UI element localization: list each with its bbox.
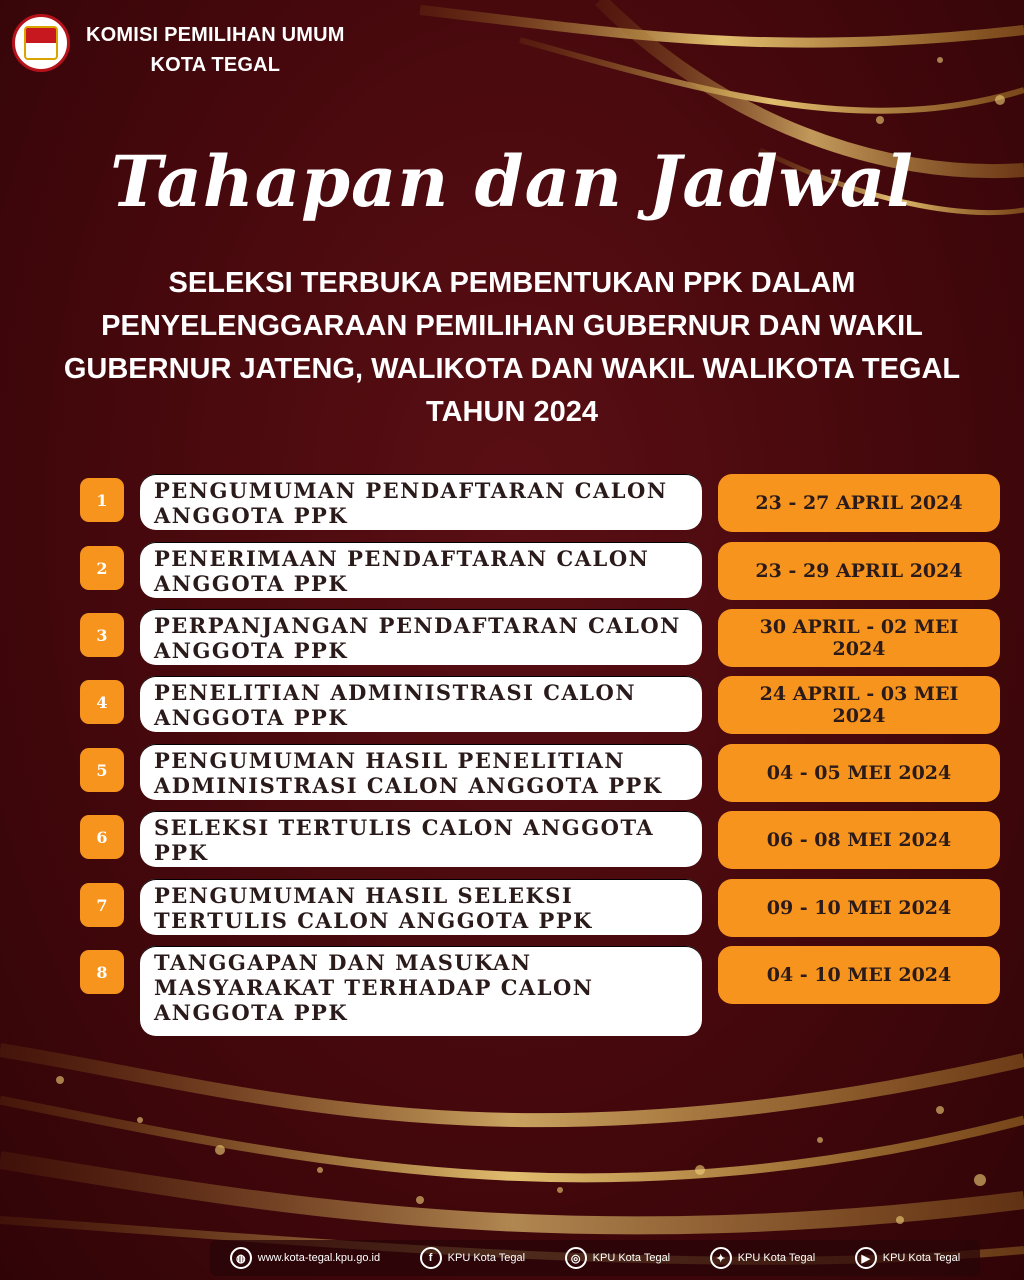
page-subtitle: SELEKSI TERBUKA PEMBENTUKAN PPK DALAM PENYELENGGARAAN PEMILIHAN GUBERNUR DAN WAKIL GUBERNUR JATENG, WALIKOTA DAN WAKIL WALIKOTA TEGAL TAHUN 2024 [63,267,961,428]
activity-label: PENGUMUMAN HASIL SELEKSI TERTULIS CALON ANGGOTA PPK [140,879,702,935]
footer-website[interactable] [230,1247,380,1269]
date-badge: 09 - 10 MEI 2024 [718,879,1000,937]
footer-youtube[interactable] [855,1247,960,1269]
date-badge: 30 APRIL - 02 MEI 2024 [718,609,1000,667]
step-number-badge: 2 [80,546,124,590]
activity-label: PENERIMAAN PENDAFTARAN CALON ANGGOTA PPK [140,542,702,598]
date-badge: 24 APRIL - 03 MEI 2024 [718,676,1000,734]
step-number-badge: 8 [80,950,124,994]
date-badge: 23 - 29 APRIL 2024 [718,542,1000,600]
activity-label: PENGUMUMAN HASIL PENELITIAN ADMINISTRASI CALON ANGGOTA PPK [140,744,702,800]
facebook-icon: f [420,1247,442,1269]
globe-icon: ◍ [230,1247,252,1269]
facebook-label: KPU Kota Tegal [447,1252,526,1264]
website-label: www.kota-tegal.kpu.go.id [257,1252,381,1264]
youtube-label: KPU Kota Tegal [882,1252,961,1264]
footer-facebook[interactable] [420,1247,525,1269]
page-title: Tahapan dan Jadwal [110,140,914,223]
activity-label: TANGGAPAN DAN MASUKAN MASYARAKAT TERHADAP CALON ANGGOTA PPK [140,946,702,1036]
org-line-1: KOMISI PEMILIHAN UMUM [86,24,345,46]
step-number-badge: 6 [80,815,124,859]
step-number-badge: 3 [80,613,124,657]
footer-instagram[interactable] [565,1247,670,1269]
footer-twitter[interactable] [710,1247,815,1269]
org-line-2: KOTA TEGAL [150,54,281,76]
youtube-icon: ▶ [855,1247,877,1269]
date-badge: 06 - 08 MEI 2024 [718,811,1000,869]
step-number-badge: 1 [80,478,124,522]
activity-label: PENGUMUMAN PENDAFTARAN CALON ANGGOTA PPK [140,474,702,530]
date-badge: 04 - 05 MEI 2024 [718,744,1000,802]
twitter-label: KPU Kota Tegal [737,1252,816,1264]
activity-label: PERPANJANGAN PENDAFTARAN CALON ANGGOTA PPK [140,609,702,665]
step-number-badge: 7 [80,883,124,927]
step-number-badge: 5 [80,748,124,792]
activity-label: PENELITIAN ADMINISTRASI CALON ANGGOTA PPK [140,676,702,732]
activity-label: SELEKSI TERTULIS CALON ANGGOTA PPK [140,811,702,867]
instagram-label: KPU Kota Tegal [592,1252,671,1264]
date-badge: 04 - 10 MEI 2024 [718,946,1000,1004]
instagram-icon: ◎ [565,1247,587,1269]
footer-contact-bar [210,1240,980,1276]
date-badge: 23 - 27 APRIL 2024 [718,474,1000,532]
twitter-icon: ✦ [710,1247,732,1269]
step-number-badge: 4 [80,680,124,724]
